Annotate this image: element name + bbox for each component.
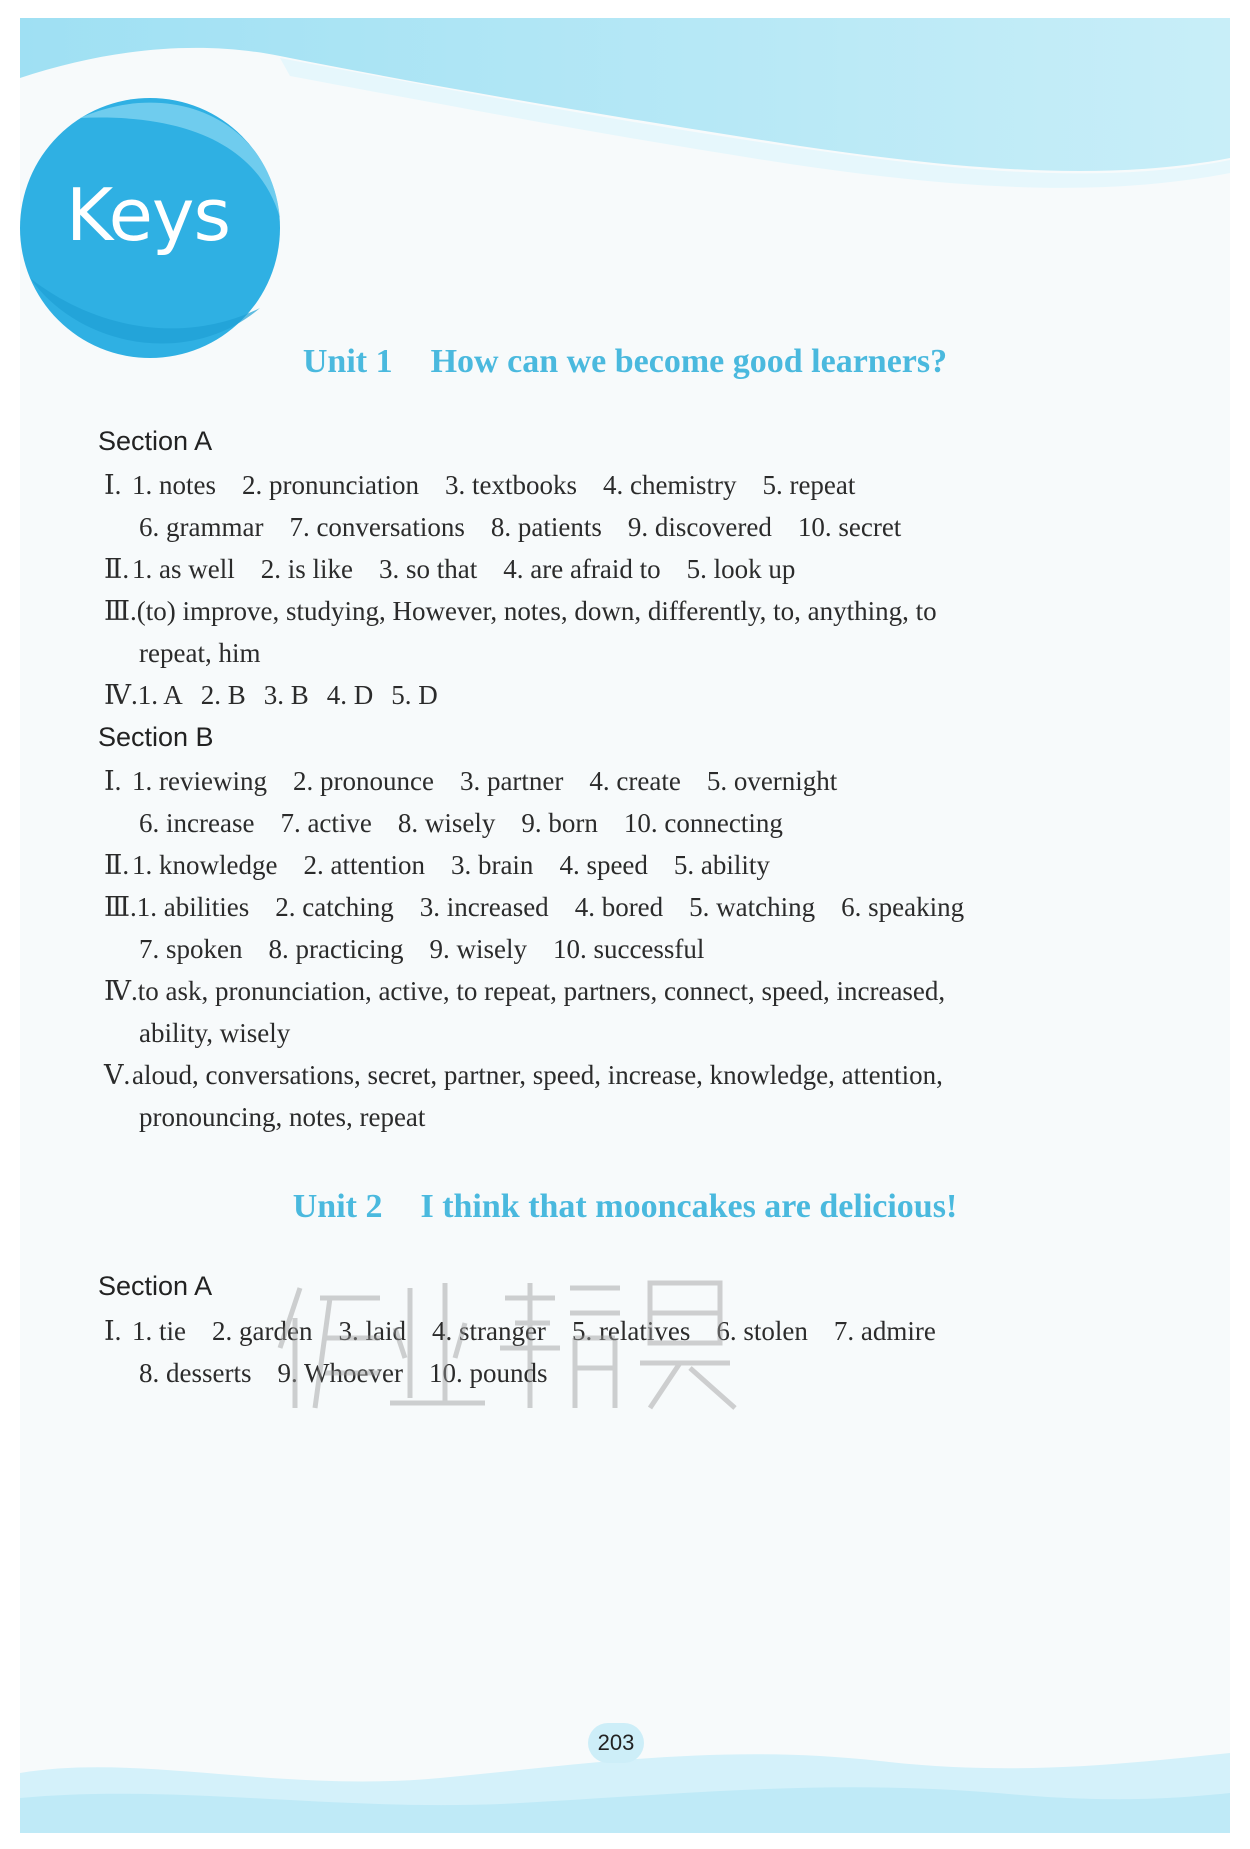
- answer-item: 3. increased: [419, 892, 549, 922]
- exercise-number: Ⅳ.: [104, 680, 138, 710]
- answer-item: 3. B: [263, 680, 309, 710]
- answer-item: 8. wisely: [397, 808, 496, 838]
- answer-item: 7. admire: [833, 1316, 936, 1346]
- answer-item: 1. tie: [132, 1316, 186, 1346]
- exercise-number: Ⅲ.: [104, 892, 137, 922]
- exercise-number: Ⅰ.: [104, 1316, 122, 1346]
- answer-item: 7. spoken: [139, 934, 243, 964]
- answer-item: 9. Whoever: [277, 1358, 403, 1388]
- exercise-number: Ⅲ.: [104, 596, 137, 626]
- answer-item: 4. are afraid to: [503, 554, 661, 584]
- section-label: Section B: [98, 722, 214, 752]
- page-title: Keys: [66, 173, 231, 257]
- answer-item: 4. D: [326, 680, 374, 710]
- unit-heading: [20, 343, 1230, 381]
- answer-line: [104, 848, 1144, 882]
- answer-item: 2. attention: [303, 850, 425, 880]
- unit-number: Unit 1: [302, 343, 393, 380]
- answer-text: ability, wisely: [139, 1018, 291, 1048]
- answer-item: 4. create: [589, 766, 681, 796]
- answer-line: [139, 1100, 1179, 1134]
- answer-item: 4. stranger: [431, 1316, 546, 1346]
- section-label: Section A: [98, 1271, 213, 1301]
- answer-line: [104, 678, 1144, 712]
- answer-line: [139, 510, 1179, 544]
- answer-item: 9. discovered: [627, 512, 772, 542]
- answer-line: [139, 932, 1179, 966]
- answer-line: [104, 764, 1144, 798]
- answer-line: [139, 806, 1179, 840]
- answer-item: 2. garden: [212, 1316, 313, 1346]
- answer-item: 7. active: [280, 808, 372, 838]
- exercise-number: Ⅰ.: [104, 470, 122, 500]
- section-label: Section A: [98, 426, 213, 456]
- answer-item: 1. knowledge: [132, 850, 278, 880]
- answer-item: 5. look up: [686, 554, 796, 584]
- answer-item: 5. D: [391, 680, 438, 710]
- answer-item: 10. pounds: [428, 1358, 548, 1388]
- answer-item: 7. conversations: [289, 512, 465, 542]
- answer-item: 4. chemistry: [602, 470, 737, 500]
- answer-item: 4. speed: [559, 850, 648, 880]
- answer-item: 1. abilities: [136, 892, 250, 922]
- answer-item: 6. speaking: [841, 892, 965, 922]
- answer-item: 6. increase: [139, 808, 255, 838]
- answer-item: 8. patients: [490, 512, 602, 542]
- answer-item: 9. wisely: [429, 934, 527, 964]
- exercise-number: Ⅰ.: [104, 766, 122, 796]
- answer-item: 6. grammar: [139, 512, 264, 542]
- answer-text: to ask, pronunciation, active, to repeat, partners, connect, speed, increased,: [137, 976, 946, 1006]
- answer-text: pronouncing, notes, repeat: [139, 1102, 426, 1132]
- answer-item: 2. is like: [260, 554, 353, 584]
- answer-item: 3. textbooks: [444, 470, 577, 500]
- answer-line: [104, 468, 1144, 502]
- answer-item: 2. pronunciation: [242, 470, 419, 500]
- answer-item: 3. so that: [378, 554, 478, 584]
- answer-text: repeat, him: [139, 638, 261, 668]
- unit-number: Unit 2: [292, 1188, 383, 1225]
- answer-item: 2. catching: [275, 892, 394, 922]
- answer-line: [139, 636, 1179, 670]
- answer-item: 2. pronounce: [292, 766, 434, 796]
- exercise-number: Ⅴ.: [104, 1060, 131, 1090]
- answer-line: [139, 1016, 1179, 1050]
- answer-line: [104, 890, 1144, 924]
- exercise-number: Ⅱ.: [104, 850, 130, 880]
- page: [20, 18, 1230, 1833]
- unit-title: I think that mooncakes are delicious!: [420, 1188, 958, 1225]
- answer-item: 1. as well: [132, 554, 235, 584]
- answer-item: 2. B: [200, 680, 246, 710]
- answer-item: 8. desserts: [139, 1358, 252, 1388]
- answer-item: 5. overnight: [706, 766, 838, 796]
- answer-item: 1. notes: [132, 470, 216, 500]
- answer-item: 8. practicing: [268, 934, 404, 964]
- page-number: 203: [588, 1723, 644, 1763]
- answer-text: (to) improve, studying, However, notes, down, differently, to, anything, to: [136, 596, 937, 626]
- answer-item: 10. secret: [797, 512, 902, 542]
- answer-item: 1. reviewing: [132, 766, 267, 796]
- watermark: [270, 1268, 740, 1418]
- answer-line: [104, 1058, 1144, 1092]
- answer-item: 3. brain: [450, 850, 534, 880]
- unit-title: How can we become good learners?: [430, 343, 948, 380]
- answer-item: 6. stolen: [716, 1316, 808, 1346]
- answer-item: 10. connecting: [623, 808, 783, 838]
- answer-item: 5. relatives: [571, 1316, 691, 1346]
- answer-item: 9. born: [521, 808, 598, 838]
- answer-item: 4. bored: [574, 892, 664, 922]
- answer-item: 5. watching: [689, 892, 816, 922]
- answer-line: [104, 974, 1144, 1008]
- answer-item: 10. successful: [552, 934, 705, 964]
- answer-item: 5. ability: [673, 850, 770, 880]
- answer-item: 5. repeat: [762, 470, 856, 500]
- answer-line: [104, 594, 1144, 628]
- answer-item: 3. laid: [338, 1316, 406, 1346]
- answer-item: 1. A: [137, 680, 183, 710]
- exercise-number: Ⅱ.: [104, 554, 130, 584]
- answer-item: 3. partner: [459, 766, 564, 796]
- answer-text: aloud, conversations, secret, partner, speed, increase, knowledge, attention,: [132, 1060, 943, 1090]
- exercise-number: Ⅳ.: [104, 976, 138, 1006]
- unit-heading: [20, 1188, 1230, 1226]
- answer-line: [104, 552, 1144, 586]
